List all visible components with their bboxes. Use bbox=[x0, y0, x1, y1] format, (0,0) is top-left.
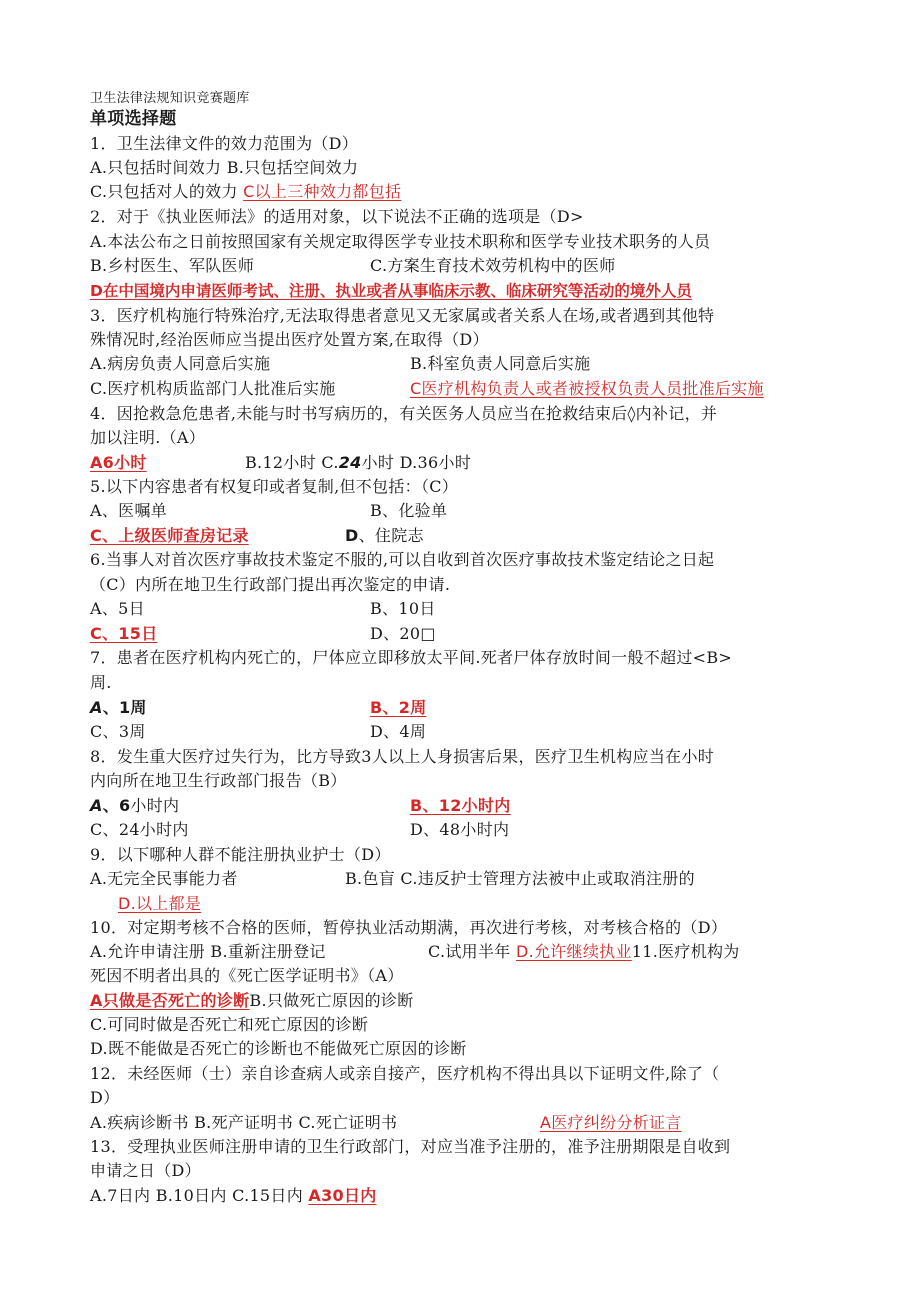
question-stem-cont: 周. bbox=[90, 673, 112, 692]
question-stem: 3．医疗机构施行特殊治疗,无法取得患者意见又无家属或者关系人在场,或者遇到其他特 bbox=[90, 306, 715, 325]
answer-highlight bbox=[118, 893, 201, 915]
option-c: C.可同时做是否死亡和死亡原因的诊断 bbox=[90, 1015, 369, 1034]
option-a: A、5日 bbox=[90, 599, 145, 618]
question-stem: 6.当事人对首次医疗事故技术鉴定不服的,可以自收到首次医疗事故技术鉴定结论之日起 bbox=[90, 550, 715, 569]
question-stem-cont: D） bbox=[90, 1088, 120, 1107]
option-ab: A.允许申请注册 B.重新注册登记 bbox=[90, 942, 326, 961]
option-d-letter: D bbox=[345, 526, 359, 545]
option-a: A、医嘱单 bbox=[90, 501, 168, 520]
option-c: C.方案生育技术效劳机构中的医师 bbox=[370, 256, 616, 275]
question-stem-cont: 殊情况时,经治医师应当提出医疗处置方案,在取得（D） bbox=[90, 330, 489, 349]
option-b: B.科室负责人同意后实施 bbox=[410, 354, 591, 373]
question-stem: 2．对于《执业医师法》的适用对象，以下说法不正确的选项是（D> bbox=[90, 207, 584, 226]
answer-highlight bbox=[370, 697, 427, 719]
answer-text: B、2周 bbox=[370, 698, 427, 717]
option-c: C.只包括对人的效力 bbox=[90, 182, 238, 201]
answer-highlight bbox=[410, 378, 764, 400]
option-d-text: 、住院志 bbox=[358, 526, 424, 545]
question-stem-cont: 加以注明.（A） bbox=[90, 428, 206, 447]
question-stem: 10．对定期考核不合格的医师，暂停执业活动期满，再次进行考核，对考核合格的（D） bbox=[90, 918, 728, 937]
option-cd: 小时 D.36小时 bbox=[361, 453, 472, 472]
question-stem: 7．患者在医疗机构内死亡的，尸体应立即移放太平间.死者尸体存放时间一般不超过<B> bbox=[90, 648, 733, 667]
answer-text: D.允许继续执业 bbox=[515, 942, 632, 961]
option-a-text: 、1周 bbox=[102, 698, 147, 717]
question-stem: 9．以下哪种人群不能注册执业护士（D） bbox=[90, 845, 391, 864]
question-stem: 1．卫生法律文件的效力范围为（D） bbox=[90, 134, 359, 153]
options-abc: A.7日内 B.10日内 C.15日内 bbox=[90, 1186, 304, 1205]
option-a: A.本法公布之日前按照国家有关规定取得医学专业技术职称和医学专业技术职务的人员 bbox=[90, 232, 711, 251]
question-stem: 死因不明者出具的《死亡医学证明书》（A） bbox=[90, 966, 404, 985]
option-d: D、4周 bbox=[370, 722, 427, 741]
question-options bbox=[245, 452, 471, 474]
question-options bbox=[90, 1185, 377, 1207]
question-stem: 4．因抢救急危患者,未能与时书写病历的，有关医务人员应当在抢救结束后◊内补记，并 bbox=[90, 404, 718, 423]
option-a: A.无完全民事能力者 bbox=[90, 869, 238, 888]
answer-highlight bbox=[90, 452, 147, 474]
question-options bbox=[90, 255, 254, 277]
question-stem-cont: 内向所在地卫生行政部门报告（B） bbox=[90, 771, 347, 790]
option-b: B、化验单 bbox=[370, 501, 448, 520]
option-d bbox=[345, 525, 424, 547]
option-c: C、3周 bbox=[90, 722, 146, 741]
answer-text: D.以上都是 bbox=[118, 894, 202, 913]
answer-text: A只做是否死亡的诊断 bbox=[90, 991, 250, 1010]
answer-text: C、15日 bbox=[90, 624, 158, 643]
option-a bbox=[90, 795, 179, 817]
option-a-letter: A bbox=[90, 698, 103, 717]
section-heading: 单项选择题 bbox=[90, 109, 177, 129]
question-stem: 13．受理执业医师注册申请的卫生行政部门，对应当准予注册的，准予注册期限是自收到 bbox=[90, 1137, 731, 1156]
question-stem: 12．未经医师（士）亲自诊查病人或亲自接产，医疗机构不得出具以下证明文件,除了（ bbox=[90, 1064, 720, 1083]
option-c: C.试用半年 bbox=[428, 942, 511, 961]
answer-highlight bbox=[90, 623, 158, 645]
option-c: C、24小时内 bbox=[90, 820, 189, 839]
answer-text: A30日内 bbox=[308, 1186, 377, 1205]
option-d: D.既不能做是否死亡的诊断也不能做死亡原因的诊断 bbox=[90, 1039, 467, 1058]
option-b: B.12小时 C. bbox=[245, 453, 339, 472]
option-a-letter: A bbox=[90, 796, 103, 815]
option-bc: B.色盲 C.违反护士管理方法被中止或取消注册的 bbox=[345, 869, 695, 888]
question-stem: 5.以下内容患者有权复印或者复制,但不包括：（C） bbox=[90, 477, 459, 496]
option-c: C.医疗机构质监部门人批准后实施 bbox=[90, 379, 336, 398]
answer-text: A医疗纠纷分析证言 bbox=[540, 1113, 682, 1132]
question-stem-cont: （C）内所在地卫生行政部门提出再次鉴定的申请. bbox=[90, 575, 451, 594]
option-d: D、20□ bbox=[370, 624, 436, 643]
option-b: B.只做死亡原因的诊断 bbox=[249, 991, 414, 1010]
document-title: 卫生法律法规知识竞赛题库 bbox=[90, 91, 250, 106]
option-b: B.乡村医生、军队医师 bbox=[90, 256, 255, 275]
answer-text: D在中国境内申请医师考试、注册、执业或者从事临床示教、临床研究等活动的境外人员 bbox=[90, 282, 692, 300]
answer-text: B、12小时内 bbox=[410, 796, 511, 815]
answer-highlight bbox=[410, 795, 511, 817]
answer-highlight bbox=[90, 280, 692, 302]
question-stem-cont: 申请之日（D） bbox=[90, 1161, 201, 1180]
question-options: A.只包括时间效力 B.只包括空间效力 bbox=[90, 158, 359, 177]
option-a-text: 小时内 bbox=[130, 796, 180, 815]
answer-text: C、上级医师查房记录 bbox=[90, 526, 249, 545]
question-options bbox=[428, 941, 740, 963]
answer-text: C医疗机构负责人或者被授权负责人员批准后实施 bbox=[410, 379, 764, 398]
option-a: A.病房负责人同意后实施 bbox=[90, 354, 271, 373]
answer-highlight bbox=[90, 525, 249, 547]
question-options bbox=[90, 990, 414, 1012]
next-question-start: 11.医疗机构为 bbox=[631, 942, 740, 961]
question-stem: 8．发生重大医疗过失行为，比方导致3人以上人身损害后果，医疗卫生机构应当在小时 bbox=[90, 747, 715, 766]
answer-highlight bbox=[540, 1112, 682, 1134]
option-a bbox=[90, 697, 147, 719]
option-c-number: 24 bbox=[338, 453, 362, 472]
option-a-number: 、6 bbox=[102, 796, 131, 815]
question-options: A.疾病诊断书 B.死产证明书 C.死亡证明书 bbox=[90, 1113, 398, 1132]
answer-text: A6小时 bbox=[90, 453, 147, 472]
option-b: B、10日 bbox=[370, 599, 436, 618]
question-options bbox=[90, 181, 401, 203]
answer-highlight: C以上三种效力都包括 bbox=[243, 182, 402, 201]
option-d: D、48小时内 bbox=[410, 820, 510, 839]
